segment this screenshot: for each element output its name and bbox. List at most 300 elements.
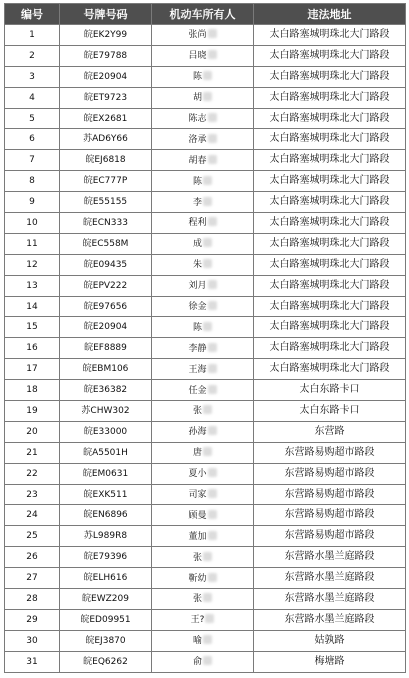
row-number-cell [5, 589, 60, 610]
table-row [5, 213, 406, 234]
row-number-cell [5, 359, 60, 380]
violation-location: 太白路塞城明珠北大门路段 [269, 112, 390, 124]
plate-number-cell [60, 45, 152, 66]
owner-name: 胡春 [188, 155, 207, 166]
row-number-cell [5, 463, 60, 484]
plate-number-cell [60, 651, 152, 672]
violation-location: 东营路水墨兰庭路段 [284, 572, 375, 584]
redaction-blur [208, 426, 217, 435]
redaction-blur [203, 238, 212, 247]
row-number: 8 [29, 176, 35, 187]
table-row [5, 108, 406, 129]
row-number-cell [5, 442, 60, 463]
row-number: 21 [26, 447, 38, 458]
violation-location: 太白东路卡口 [299, 384, 360, 396]
plate-number: 皖EC558M [82, 238, 129, 249]
plate-number-cell [60, 25, 152, 46]
violation-location: 太白路塞城明珠北大门路段 [269, 321, 390, 333]
violation-location-cell [254, 505, 406, 526]
violation-location-cell [254, 630, 406, 651]
table-row [5, 25, 406, 46]
plate-number-cell [60, 359, 152, 380]
row-number: 17 [26, 364, 38, 375]
violation-location: 太白路塞城明珠北大门路段 [269, 49, 390, 61]
owner-name: 李 [192, 197, 202, 208]
violation-location-cell [254, 87, 406, 108]
owner-name: 顾曼 [188, 510, 207, 521]
row-number: 14 [26, 301, 38, 312]
plate-number-cell [60, 108, 152, 129]
plate-number: 皖EJ3870 [85, 635, 126, 646]
violation-location-cell [254, 526, 406, 547]
violation-location-cell [254, 380, 406, 401]
plate-number-cell [60, 233, 152, 254]
owner-name: 孙海 [188, 427, 207, 438]
plate-number-cell [60, 421, 152, 442]
row-number: 26 [26, 552, 38, 563]
row-number-cell [5, 317, 60, 338]
row-number: 29 [26, 614, 38, 625]
row-number: 7 [29, 155, 35, 166]
row-number: 22 [26, 468, 38, 479]
table-row [5, 275, 406, 296]
plate-number: 皖E97656 [83, 301, 128, 312]
plate-number: 皖ECN333 [83, 217, 128, 228]
owner-name-cell [152, 484, 254, 505]
row-number-cell [5, 192, 60, 213]
plate-number-cell [60, 401, 152, 422]
row-number: 12 [26, 259, 38, 270]
redaction-blur [208, 301, 217, 310]
violation-location: 太白路塞城明珠北大门路段 [269, 196, 390, 208]
owner-name-cell [152, 45, 254, 66]
plate-number-cell [60, 547, 152, 568]
table-row [5, 651, 406, 672]
table-row [5, 296, 406, 317]
violation-location-cell [254, 589, 406, 610]
violation-location-cell [254, 547, 406, 568]
plate-number-cell [60, 317, 152, 338]
table-row [5, 547, 406, 568]
plate-number: 皖E20904 [83, 322, 128, 333]
violation-location-cell [254, 150, 406, 171]
redaction-blur [208, 217, 217, 226]
plate-number-cell [60, 275, 152, 296]
violation-location-cell [254, 484, 406, 505]
row-number: 6 [29, 134, 35, 145]
redaction-blur [205, 614, 214, 623]
violation-location: 东营路易购超市路段 [284, 488, 375, 500]
plate-number: 苏L989R8 [83, 531, 128, 542]
table-row [5, 254, 406, 275]
table-row [5, 630, 406, 651]
owner-name: 喻 [192, 636, 202, 647]
row-number: 19 [26, 405, 38, 416]
row-number-cell [5, 484, 60, 505]
owner-name: 唐 [192, 448, 202, 459]
row-number-cell [5, 380, 60, 401]
owner-name: 张 [192, 594, 202, 605]
plate-number: 皖EN6896 [83, 510, 128, 521]
violation-location-cell [254, 317, 406, 338]
violation-location-cell [254, 66, 406, 87]
row-number: 4 [29, 92, 35, 103]
table-row [5, 150, 406, 171]
violation-location: 太白路塞城明珠北大门路段 [269, 342, 390, 354]
row-number: 13 [26, 280, 38, 291]
owner-name-cell [152, 25, 254, 46]
table-row [5, 338, 406, 359]
owner-name-cell [152, 338, 254, 359]
owner-name: 靳幼 [188, 573, 207, 584]
violation-location-cell [254, 254, 406, 275]
row-number-cell [5, 609, 60, 630]
row-number-cell [5, 505, 60, 526]
row-number-cell [5, 108, 60, 129]
row-number-cell [5, 568, 60, 589]
plate-number-cell [60, 589, 152, 610]
plate-number: 皖EWZ209 [82, 593, 129, 604]
plate-number: 苏AD6Y66 [83, 134, 128, 145]
violation-location: 梅塘路 [314, 655, 345, 667]
plate-number-cell [60, 66, 152, 87]
table-row [5, 505, 406, 526]
plate-number-cell [60, 484, 152, 505]
violation-location-cell [254, 421, 406, 442]
row-number: 20 [26, 426, 38, 437]
redaction-blur [208, 155, 217, 164]
table-row [5, 568, 406, 589]
owner-name-cell [152, 254, 254, 275]
violation-location: 东营路 [314, 425, 345, 437]
violation-location: 太白路塞城明珠北大门路段 [269, 70, 390, 82]
owner-name: 俞 [192, 657, 202, 668]
violation-location-cell [254, 442, 406, 463]
owner-name-cell [152, 526, 254, 547]
violation-location-cell [254, 213, 406, 234]
header-owner: 机动车所有人 [152, 4, 254, 25]
table-row [5, 192, 406, 213]
redaction-blur [203, 635, 212, 644]
violation-location-cell [254, 296, 406, 317]
owner-name: 陈志 [188, 114, 207, 124]
plate-number: 皖EJ6818 [85, 155, 126, 166]
owner-name-cell [152, 463, 254, 484]
violation-location: 东营路水墨兰庭路段 [284, 592, 375, 604]
owner-name-cell [152, 129, 254, 150]
plate-number-cell [60, 526, 152, 547]
row-number-cell [5, 233, 60, 254]
plate-number-cell [60, 296, 152, 317]
plate-number: 皖E79788 [83, 50, 128, 61]
plate-number-cell [60, 213, 152, 234]
row-number-cell [5, 45, 60, 66]
row-number-cell [5, 296, 60, 317]
row-number: 3 [29, 71, 35, 82]
plate-number: 皖EM0631 [82, 468, 129, 479]
owner-name-cell [152, 630, 254, 651]
row-number-cell [5, 150, 60, 171]
plate-number-cell [60, 254, 152, 275]
row-number: 9 [29, 197, 35, 208]
violation-location: 东营路易购超市路段 [284, 467, 375, 479]
owner-name: 程利 [188, 218, 207, 229]
plate-number: 皖E20904 [83, 71, 128, 82]
owner-name-cell [152, 547, 254, 568]
redaction-blur [208, 489, 217, 498]
violations-table [4, 3, 406, 673]
owner-name-cell [152, 296, 254, 317]
owner-name-cell [152, 275, 254, 296]
redaction-blur [203, 405, 212, 414]
owner-name: 任金 [188, 385, 207, 396]
owner-name: 胡 [192, 93, 202, 104]
violation-location: 太白路塞城明珠北大门路段 [269, 133, 390, 145]
redaction-blur [203, 176, 212, 185]
plate-number-cell [60, 442, 152, 463]
violation-location: 东营路易购超市路段 [284, 530, 375, 542]
redaction-blur [208, 385, 217, 394]
violation-location-cell [254, 233, 406, 254]
row-number-cell [5, 66, 60, 87]
owner-name-cell [152, 589, 254, 610]
owner-name: 徐金 [188, 302, 207, 313]
owner-name: 司家 [188, 490, 207, 501]
owner-name: 吕晓 [188, 51, 207, 62]
violation-location-cell [254, 651, 406, 672]
row-number: 24 [26, 510, 38, 521]
owner-name-cell [152, 421, 254, 442]
row-number: 31 [26, 656, 38, 667]
redaction-blur [203, 197, 212, 206]
table-row [5, 171, 406, 192]
plate-number: 苏CHW302 [81, 405, 130, 416]
violation-location: 太白东路卡口 [299, 404, 360, 416]
plate-number-cell [60, 630, 152, 651]
row-number-cell [5, 338, 60, 359]
row-number-cell [5, 25, 60, 46]
violation-location: 东营路水墨兰庭路段 [284, 613, 375, 625]
row-number: 2 [29, 50, 35, 61]
owner-name-cell [152, 192, 254, 213]
plate-number-cell [60, 380, 152, 401]
violation-location: 太白路塞城明珠北大门路段 [269, 91, 390, 103]
plate-number-cell [60, 87, 152, 108]
plate-number: 皖ELH616 [83, 573, 128, 584]
violation-location: 太白路塞城明珠北大门路段 [269, 363, 390, 375]
violation-location: 东营路易购超市路段 [284, 509, 375, 521]
redaction-blur [203, 259, 212, 268]
table-row [5, 380, 406, 401]
row-number: 18 [26, 385, 38, 396]
violation-location: 姑孰路 [314, 634, 345, 646]
violation-location: 东营路易购超市路段 [284, 446, 375, 458]
owner-name: 成 [192, 239, 202, 250]
header-plate: 号牌号码 [60, 4, 152, 25]
violation-location-cell [254, 25, 406, 46]
violation-location-cell [254, 359, 406, 380]
plate-number: 皖EQ6262 [83, 656, 128, 667]
plate-number-cell [60, 505, 152, 526]
row-number-cell [5, 401, 60, 422]
header-number: 编号 [5, 4, 60, 25]
plate-number: 皖EXK511 [83, 489, 128, 500]
owner-name-cell [152, 609, 254, 630]
row-number: 27 [26, 573, 38, 584]
plate-number: 皖E55155 [83, 197, 128, 208]
violation-location: 太白路塞城明珠北大门路段 [269, 28, 390, 40]
redaction-blur [203, 656, 212, 665]
violation-location: 太白路塞城明珠北大门路段 [269, 237, 390, 249]
violation-location-cell [254, 463, 406, 484]
violation-location-cell [254, 108, 406, 129]
row-number-cell [5, 129, 60, 150]
table-row [5, 609, 406, 630]
redaction-blur [208, 364, 217, 373]
owner-name-cell [152, 380, 254, 401]
redaction-blur [208, 113, 217, 122]
violation-location-cell [254, 338, 406, 359]
owner-name: 李静 [188, 343, 207, 354]
owner-name-cell [152, 233, 254, 254]
plate-number-cell [60, 463, 152, 484]
row-number-cell [5, 547, 60, 568]
row-number-cell [5, 526, 60, 547]
redaction-blur [208, 134, 217, 143]
violation-location: 太白路塞城明珠北大门路段 [269, 154, 390, 166]
table-row [5, 129, 406, 150]
table-row [5, 421, 406, 442]
redaction-blur [203, 92, 212, 101]
row-number: 1 [29, 29, 35, 40]
owner-name-cell [152, 87, 254, 108]
table-row [5, 45, 406, 66]
row-number-cell [5, 213, 60, 234]
table-row [5, 66, 406, 87]
violation-location: 东营路水墨兰庭路段 [284, 551, 375, 563]
owner-name-cell [152, 150, 254, 171]
plate-number: 皖ET9723 [83, 92, 128, 103]
redaction-blur [203, 552, 212, 561]
redaction-blur [203, 71, 212, 80]
row-number-cell [5, 275, 60, 296]
redaction-blur [208, 280, 217, 289]
plate-number-cell [60, 192, 152, 213]
owner-name-cell [152, 213, 254, 234]
owner-name: 王海 [188, 364, 207, 375]
owner-name: 洛承 [188, 134, 207, 145]
violation-location-cell [254, 401, 406, 422]
owner-name: 董加 [188, 531, 207, 542]
violation-location-cell [254, 192, 406, 213]
owner-name: 陈 [192, 322, 202, 333]
violation-location: 太白路塞城明珠北大门路段 [269, 175, 390, 187]
owner-name: 刘月 [188, 281, 207, 292]
redaction-blur [203, 322, 212, 331]
plate-number: 皖EBM106 [82, 364, 129, 375]
owner-name: 朱 [192, 260, 202, 271]
row-number: 28 [26, 593, 38, 604]
plate-number: 皖E79396 [83, 552, 128, 563]
redaction-blur [208, 573, 217, 582]
violation-location-cell [254, 609, 406, 630]
owner-name-cell [152, 442, 254, 463]
plate-number: 皖EC777P [83, 176, 128, 187]
owner-name-cell [152, 66, 254, 87]
table-row [5, 526, 406, 547]
redaction-blur [208, 29, 217, 38]
table-row [5, 484, 406, 505]
redaction-blur [208, 510, 217, 519]
owner-name-cell [152, 651, 254, 672]
owner-name-cell [152, 171, 254, 192]
table-row [5, 359, 406, 380]
row-number-cell [5, 630, 60, 651]
row-number-cell [5, 421, 60, 442]
plate-number-cell [60, 609, 152, 630]
violation-location-cell [254, 275, 406, 296]
row-number-cell [5, 171, 60, 192]
table-row [5, 87, 406, 108]
owner-name: 夏小 [188, 469, 207, 480]
redaction-blur [203, 593, 212, 602]
violation-location: 太白路塞城明珠北大门路段 [269, 300, 390, 312]
violation-location-cell [254, 568, 406, 589]
redaction-blur [208, 343, 217, 352]
redaction-blur [208, 531, 217, 540]
row-number: 25 [26, 531, 38, 542]
row-number: 5 [29, 113, 35, 124]
table-row [5, 401, 406, 422]
owner-name: 张 [192, 406, 202, 417]
row-number: 10 [26, 217, 38, 228]
row-number: 15 [26, 322, 38, 333]
row-number-cell [5, 87, 60, 108]
plate-number: 皖EX2681 [83, 113, 128, 124]
row-number: 11 [26, 238, 38, 249]
table-row [5, 589, 406, 610]
plate-number-cell [60, 568, 152, 589]
violation-location: 太白路塞城明珠北大门路段 [269, 279, 390, 291]
table-row [5, 317, 406, 338]
plate-number: 皖ED09951 [80, 614, 131, 625]
violation-location: 太白路塞城明珠北大门路段 [269, 216, 390, 228]
table-row [5, 233, 406, 254]
row-number: 23 [26, 489, 38, 500]
plate-number: 皖E33000 [83, 426, 128, 437]
row-number-cell [5, 254, 60, 275]
row-number: 30 [26, 635, 38, 646]
header-location: 违法地址 [254, 4, 406, 25]
owner-name: 张 [192, 552, 202, 563]
plate-number: 皖EK2Y99 [83, 29, 128, 40]
redaction-blur [208, 50, 217, 59]
header-row [5, 4, 406, 25]
plate-number-cell [60, 129, 152, 150]
row-number-cell [5, 651, 60, 672]
owner-name-cell [152, 401, 254, 422]
table-row [5, 442, 406, 463]
table-row [5, 463, 406, 484]
owner-name-cell [152, 317, 254, 338]
violation-location-cell [254, 45, 406, 66]
owner-name: 张尚 [188, 30, 207, 41]
violation-location-cell [254, 171, 406, 192]
plate-number: 皖EPV222 [83, 280, 128, 291]
owner-name-cell [152, 108, 254, 129]
plate-number: 皖E36382 [83, 385, 128, 396]
owner-name: 陈 [192, 176, 202, 187]
